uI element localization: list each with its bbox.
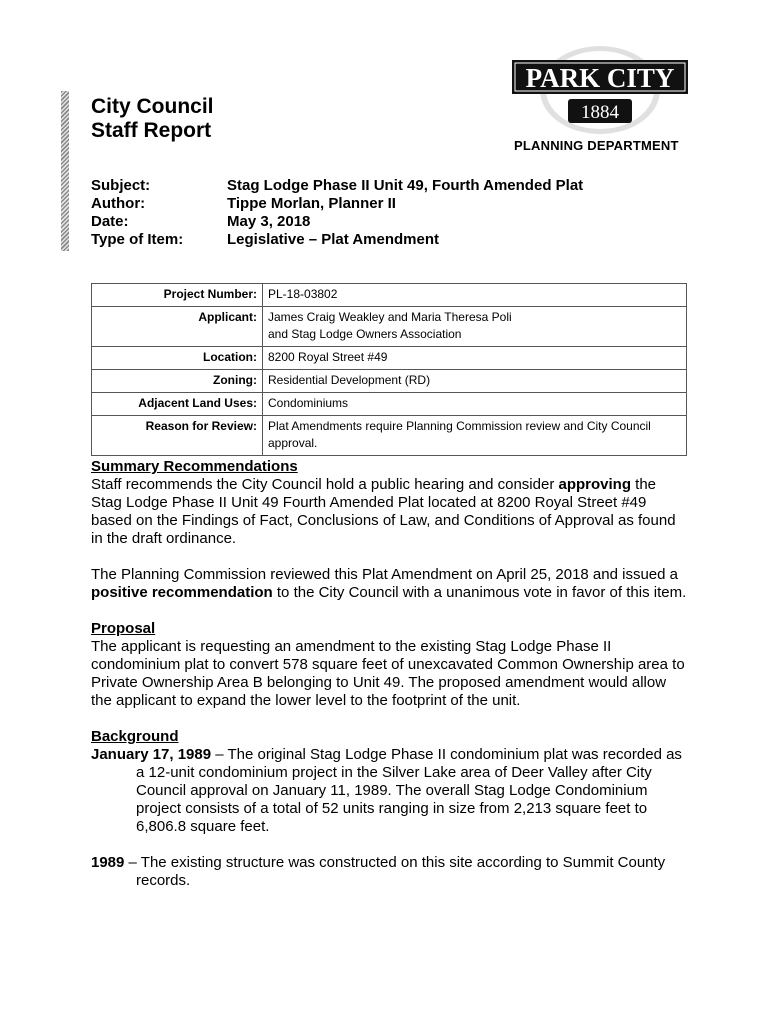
logo-year: 1884 [581, 102, 619, 123]
table-row [92, 284, 687, 307]
table-row [92, 393, 687, 416]
meta-author [91, 195, 583, 213]
row-label: Location: [92, 347, 263, 370]
project-info-table [91, 283, 687, 456]
row-label: Reason for Review: [92, 416, 263, 456]
park-city-logo [510, 42, 690, 134]
row-value: Plat Amendments require Planning Commission review and City Council approval. [263, 416, 687, 456]
row-value: 8200 Royal Street #49 [263, 347, 687, 370]
report-title [91, 95, 214, 143]
logo-text: PARK CITY [525, 63, 675, 93]
summary-paragraph-2: The Planning Commission reviewed this Plat Amendment on April 25, 2018 and issued a positive recommendation to the City Council with a unanimous vote in favor of this item. [91, 566, 687, 601]
meta-label: Date: [91, 213, 129, 230]
row-label: Applicant: [92, 307, 263, 347]
table-row [92, 347, 687, 370]
row-label: Zoning: [92, 370, 263, 393]
department-label: PLANNING DEPARTMENT [514, 138, 679, 153]
title-line-1: City Council [91, 95, 214, 118]
meta-date [91, 213, 583, 231]
row-label: Project Number: [92, 284, 263, 307]
meta-label: Type of Item: [91, 231, 184, 248]
background-item: January 17, 1989 – The original Stag Lodge Phase II condominium plat was recorded as a 12-unit condominium project in the Silver Lake area of Deer Valley after City Council approval on January 11, 1989. The overall Stag Lodge Condominium project consists of a total of 52 units ranging in size from 2,213 square feet to 6,806.8 square feet. [91, 746, 682, 835]
table-row [92, 416, 687, 456]
margin-bar [61, 91, 69, 251]
background-item: 1989 – The existing structure was constructed on this site according to Summit County records. [91, 854, 666, 889]
meta-value: May 3, 2018 [227, 213, 311, 230]
table-row [92, 307, 687, 347]
meta-value: Tippe Morlan, Planner II [227, 195, 396, 212]
meta-subject [91, 177, 583, 195]
background-heading: Background [91, 728, 179, 745]
row-value: PL-18-03802 [263, 284, 687, 307]
report-body [91, 458, 691, 890]
proposal-heading: Proposal [91, 620, 156, 637]
proposal-paragraph: The applicant is requesting an amendment to the existing Stag Lodge Phase II condominium plat to convert 578 square feet of unexcavated Common Ownership area to Private Ownership Area B belonging to Unit 49. The proposed amendment would allow the applicant to expand the lower level to the footprint of the unit. [91, 638, 685, 709]
summary-paragraph-1: Staff recommends the City Council hold a public hearing and consider approving the Stag Lodge Phase II Unit 49 Fourth Amended Plat located at 8200 Royal Street #49 based on the Findings of Fact, Conclusions of Law, and Conditions of Approval as found in the draft ordinance. [91, 476, 676, 547]
row-value: Residential Development (RD) [263, 370, 687, 393]
report-meta [91, 177, 583, 249]
row-value: James Craig Weakley and Maria Theresa Poli and Stag Lodge Owners Association [263, 307, 687, 347]
summary-heading: Summary Recommendations [91, 458, 298, 475]
row-label: Adjacent Land Uses: [92, 393, 263, 416]
meta-type [91, 231, 583, 249]
meta-label: Subject: [91, 177, 151, 194]
meta-value: Stag Lodge Phase II Unit 49, Fourth Amended Plat [227, 177, 584, 194]
row-value: Condominiums [263, 393, 687, 416]
meta-value: Legislative – Plat Amendment [227, 231, 440, 248]
title-line-2: Staff Report [91, 119, 212, 142]
table-row [92, 370, 687, 393]
meta-label: Author: [91, 195, 146, 212]
